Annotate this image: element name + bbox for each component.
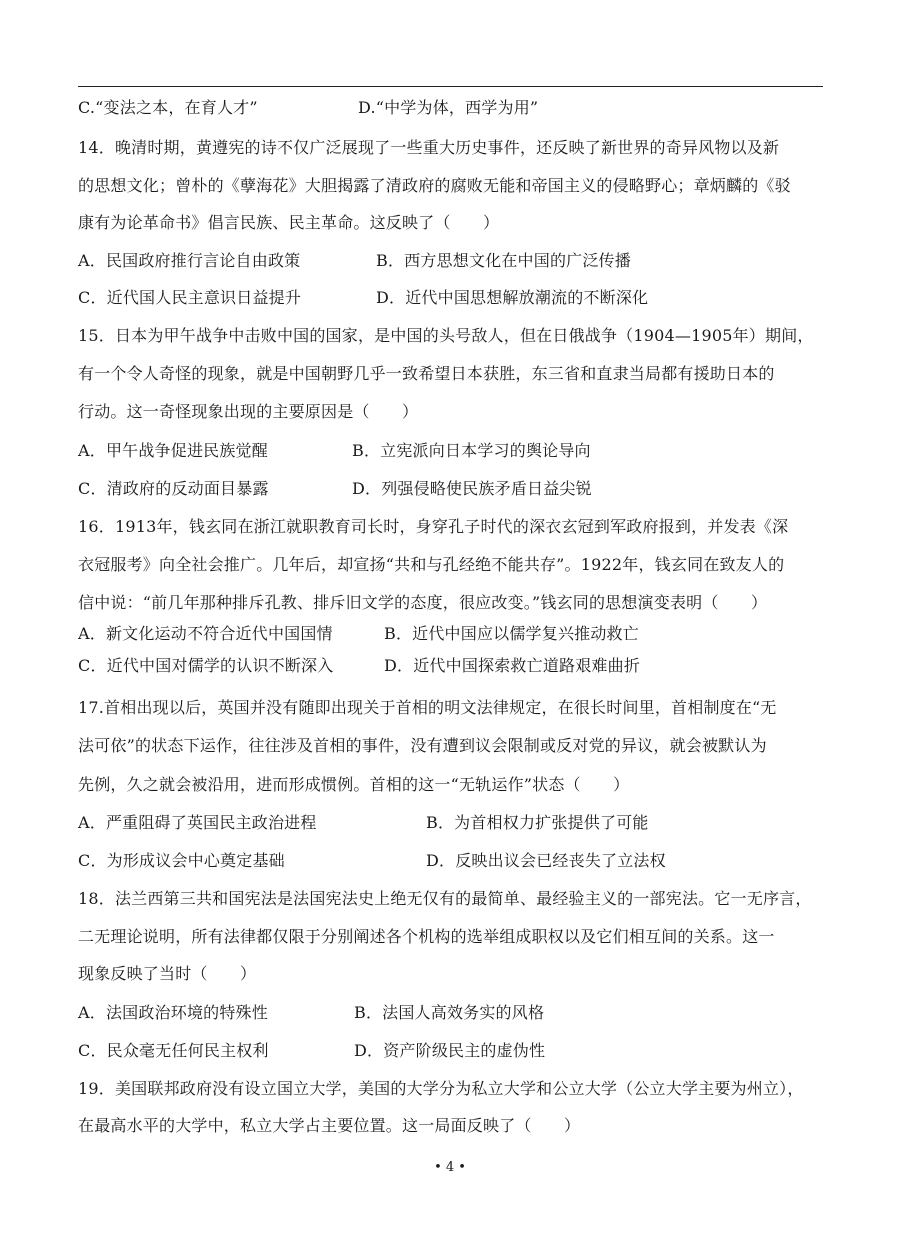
question-16-line-2: 衣冠服考》向全社会推广。几年后，却宣扬“共和与孔经绝不能共存”。1922年，钱玄同在致友人的 bbox=[78, 555, 785, 574]
option-a: A．民国政府推行言论自由政策 bbox=[78, 251, 301, 270]
option-c: C．清政府的反动面目暴露 bbox=[78, 479, 269, 498]
question-18-line-1: 18．法兰西第三共和国宪法是法国宪法史上绝无仅有的最简单、最经验主义的一部宪法。它一无序言， bbox=[78, 889, 812, 908]
question-14-options-row-2 bbox=[78, 288, 828, 308]
question-15-line-2: 有一个令人奇怪的现象，就是中国朝野几乎一致希望日本获胜，东三省和直隶当局都有援助日本的 bbox=[78, 364, 775, 383]
option-b: B．为首相权力扩张提供了可能 bbox=[426, 813, 649, 832]
question-15-line-3: 行动。这一奇怪现象出现的主要原因是（ ） bbox=[78, 402, 419, 421]
question-18-line-3: 现象反映了当时（ ） bbox=[78, 964, 257, 983]
question-18-options-row-1 bbox=[78, 1003, 828, 1023]
option-c: C.“变法之本，在育人才” bbox=[78, 98, 258, 117]
option-a: A．法国政治环境的特殊性 bbox=[78, 1003, 268, 1022]
option-c: C．民众毫无任何民主权利 bbox=[78, 1041, 269, 1060]
option-c: C．近代中国对儒学的认识不断深入 bbox=[78, 656, 334, 675]
question-17-line-2: 法可依”的状态下运作，往往涉及首相的事件，没有遭到议会限制或反对党的异议，就会被默认为 bbox=[78, 736, 767, 755]
prev-option-row bbox=[78, 98, 828, 118]
question-14-options-row-1 bbox=[78, 251, 828, 271]
option-d: D．反映出议会已经丧失了立法权 bbox=[426, 851, 666, 870]
question-14-line-1: 14．晚清时期，黄遵宪的诗不仅广泛展现了一些重大历史事件，还反映了新世界的奇异风物以及新 bbox=[78, 138, 780, 157]
question-16-options-row-1 bbox=[78, 624, 828, 644]
question-16-line-1: 16．1913年，钱玄同在浙江就职教育司长时，身穿孔子时代的深衣玄冠到军政府报到，并发表《深 bbox=[78, 517, 789, 536]
option-b: B．近代中国应以儒学复兴推动救亡 bbox=[384, 624, 639, 643]
question-16-line-3: 信中说：“前几年那种排斥孔教、排斥旧文学的态度，很应改变。”钱玄同的思想演变表明（ ） bbox=[78, 593, 768, 612]
question-17-options-row-1 bbox=[78, 813, 828, 833]
question-19-line-2: 在最高水平的大学中，私立大学占主要位置。这一局面反映了（ ） bbox=[78, 1116, 581, 1135]
question-14-line-2: 的思想文化；曾朴的《孽海花》大胆揭露了清政府的腐败无能和帝国主义的侵略野心；章炳麟的《驳 bbox=[78, 176, 791, 195]
question-17-options-row-2 bbox=[78, 851, 828, 871]
question-19-line-1: 19．美国联邦政府没有设立国立大学，美国的大学分为私立大学和公立大学（公立大学主要为州立）， bbox=[78, 1079, 804, 1098]
question-17-line-3: 先例，久之就会被沿用，进而形成惯例。首相的这一“无轨运作”状态（ ） bbox=[78, 775, 630, 794]
option-d: D．近代中国思想解放潮流的不断深化 bbox=[376, 288, 649, 307]
option-b: B．法国人高效务实的风格 bbox=[354, 1003, 545, 1022]
question-17-line-1: 17.首相出现以后，英国并没有随即出现关于首相的明文法律规定，在很长时间里，首相制度在“无 bbox=[78, 698, 777, 717]
question-18-options-row-2 bbox=[78, 1041, 828, 1061]
question-15-options-row-1 bbox=[78, 441, 828, 461]
option-b: B．立宪派向日本学习的舆论导向 bbox=[352, 441, 591, 460]
question-16-options-row-2 bbox=[78, 656, 828, 676]
option-d: D．资产阶级民主的虚伪性 bbox=[354, 1041, 546, 1060]
option-a: A．甲午战争促进民族觉醒 bbox=[78, 441, 268, 460]
question-15-options-row-2 bbox=[78, 479, 828, 499]
question-18-line-2: 二无理论说明，所有法律都仅限于分别阐述各个机构的选举组成职权以及它们相互间的关系。这一 bbox=[78, 927, 775, 946]
option-a: A．新文化运动不符合近代中国国情 bbox=[78, 624, 333, 643]
option-c: C．为形成议会中心奠定基础 bbox=[78, 851, 285, 870]
option-b: B．西方思想文化在中国的广泛传播 bbox=[376, 251, 631, 270]
option-d: D.“中学为体，西学为用” bbox=[358, 98, 539, 117]
option-a: A．严重阻碍了英国民主政治进程 bbox=[78, 813, 317, 832]
option-c: C．近代国人民主意识日益提升 bbox=[78, 288, 302, 307]
question-14-line-3: 康有为论革命书》倡言民族、民主革命。这反映了（ ） bbox=[78, 213, 500, 232]
page-number: • 4 • bbox=[434, 1160, 466, 1175]
option-d: D．近代中国探索救亡道路艰难曲折 bbox=[384, 656, 641, 675]
question-15-line-1: 15．日本为甲午战争中击败中国的国家，是中国的头号敌人，但在日俄战争（1904—1905年）期间， bbox=[78, 326, 814, 345]
header-rule bbox=[78, 86, 823, 87]
option-d: D．列强侵略使民族矛盾日益尖锐 bbox=[352, 479, 592, 498]
